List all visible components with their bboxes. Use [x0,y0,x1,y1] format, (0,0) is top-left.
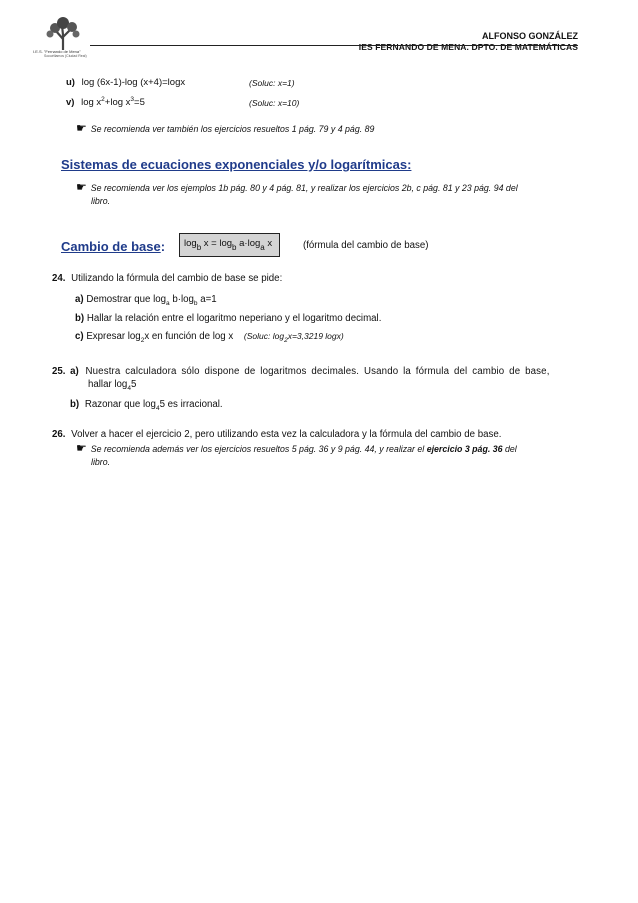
exercise-24-b-label: b) [75,313,85,324]
exercise-25-a-label: a) [70,366,79,377]
header-author: ALFONSO GONZÁLEZ [482,31,578,41]
note-26-text-a: Se recomienda además ver los ejercicios resueltos 5 pág. 36 y 9 pág. 44, y realizar el [90,444,425,454]
exercise-v-solution: (Soluc: x=10) [249,98,300,108]
exercise-25-a-line2-sub: 4 [127,385,131,392]
exercise-24-c-label: c) [75,331,84,342]
exercise-25-b [70,399,223,410]
exercise-25-b-text1: Razonar que log [82,399,156,410]
exercise-v-eq-b: +log x [104,97,131,108]
exercise-v [66,97,145,108]
pointing-hand-icon: ☛ [76,121,87,135]
exercise-24-b [75,313,381,324]
logo-subcaption: Socuéllamos (Ciudad Real) [44,54,87,58]
formula-sub-1: b [196,243,202,252]
exercise-24-c-soluc2: x=3,3219 logx) [287,331,344,341]
exercise-24-a-text1: Demostrar que log [83,294,167,305]
section-title-base: Cambio de base [61,239,161,254]
exercise-v-label: v) [66,97,75,108]
exercise-24-c-soluc-sub: 2 [284,337,288,344]
exercise-24-intro-line [52,273,282,284]
exercise-v-exp-a: 2 [101,96,105,103]
exercise-25-a-line1: Nuestra calculadora sólo dispone de logaritmos decimales. Usando la fórmula del cambio de base, [85,366,550,377]
section-title-systems: Sistemas de ecuaciones exponenciales y/o logarítmicas: [61,157,412,172]
exercise-24-c-solution [243,331,344,344]
exercise-24-c-text2: x en función de log x [144,331,234,342]
exercise-24-a [75,294,217,305]
exercise-v-eq-a: log x [81,97,102,108]
exercise-24-a-sub2: b [193,300,198,307]
exercise-24-b-text: Hallar la relación entre el logaritmo neperiano y el logaritmo decimal. [84,313,382,324]
exercise-25-a-line2 [88,379,136,390]
exercise-26-number: 26. [52,429,66,440]
exercise-24-a-label: a) [75,294,84,305]
exercise-24-intro: Utilizando la fórmula del cambio de base se pide: [71,273,283,284]
exercise-25-a-line2b: 5 [130,379,137,390]
formula-sub-3: a [260,243,265,252]
exercise-v-exp-b: 3 [130,96,135,103]
note-exercise-26 [76,442,581,469]
exercise-u-label: u) [66,77,75,88]
note-1-text: Se recomienda ver también los ejercicios resueltos 1 pág. 79 y 4 pág. 89 [90,124,375,134]
exercise-26 [52,429,501,440]
note-26-bold: ejercicio 3 pág. 36 [426,444,503,454]
formula-caption: (fórmula del cambio de base) [303,240,429,251]
exercise-25-b-sub: 4 [155,405,160,412]
note-systems [76,181,581,208]
header-rule [90,45,578,46]
exercise-24-a-sub1: a [166,300,170,307]
section-title-base-wrapper [61,238,165,256]
exercise-v-eq-c: =5 [134,97,145,108]
exercise-24-c [75,331,344,342]
exercise-24-c-soluc1: (Soluc: log [243,331,285,341]
section-title-colon: : [160,239,166,254]
formula-part-1: log [184,238,197,249]
note-26-line2: libro. [91,457,111,467]
note-systems-line1: Se recomienda ver los ejemplos 1b pág. 80 y 4 pág. 81, y realizar los ejercicios 2b, c pág. 81 y 23 pág. 94 del [90,183,518,193]
formula-part-3: a·log [236,238,261,249]
note-resolved-exercises [76,122,374,136]
exercise-25-a-line2a: hallar log [88,379,128,390]
exercise-25-b-label: b) [70,399,80,410]
logo-caption: I.E.S. "Fernando de Mena" [33,49,81,54]
tree-logo-icon [38,17,88,51]
exercise-24-c-sub: 2 [140,337,145,344]
exercise-24-a-text2: b·log [169,294,194,305]
exercise-u [66,77,185,88]
formula-part-2: x = log [201,238,233,249]
note-26-text-b: del [504,444,517,454]
exercise-u-equation: log (6x-1)-log (x+4)=logx [81,77,186,88]
exercise-u-solution: (Soluc: x=1) [249,78,295,88]
header-department: IES FERNANDO DE MENA. DPTO. DE MATEMÁTICAS [358,42,578,52]
exercise-26-text: Volver a hacer el ejercicio 2, pero utilizando esta vez la calculadora y la fórmula del cambio de base. [71,429,502,440]
formula-part-4: x [264,238,273,249]
pointing-hand-icon: ☛ [76,180,87,194]
exercise-24-number: 24. [52,273,66,284]
change-of-base-formula [184,238,273,252]
note-systems-line2: libro. [91,196,111,206]
change-of-base-formula-box [179,233,280,257]
exercise-24-c-text1: Expresar log [83,331,141,342]
exercise-24-a-text3: a=1 [197,294,217,305]
exercise-25-number: 25. [52,366,66,377]
exercise-25-a [52,366,550,377]
exercise-25-b-text2: 5 es irracional. [159,399,223,410]
pointing-hand-icon: ☛ [76,441,87,455]
formula-sub-2: b [232,243,237,252]
